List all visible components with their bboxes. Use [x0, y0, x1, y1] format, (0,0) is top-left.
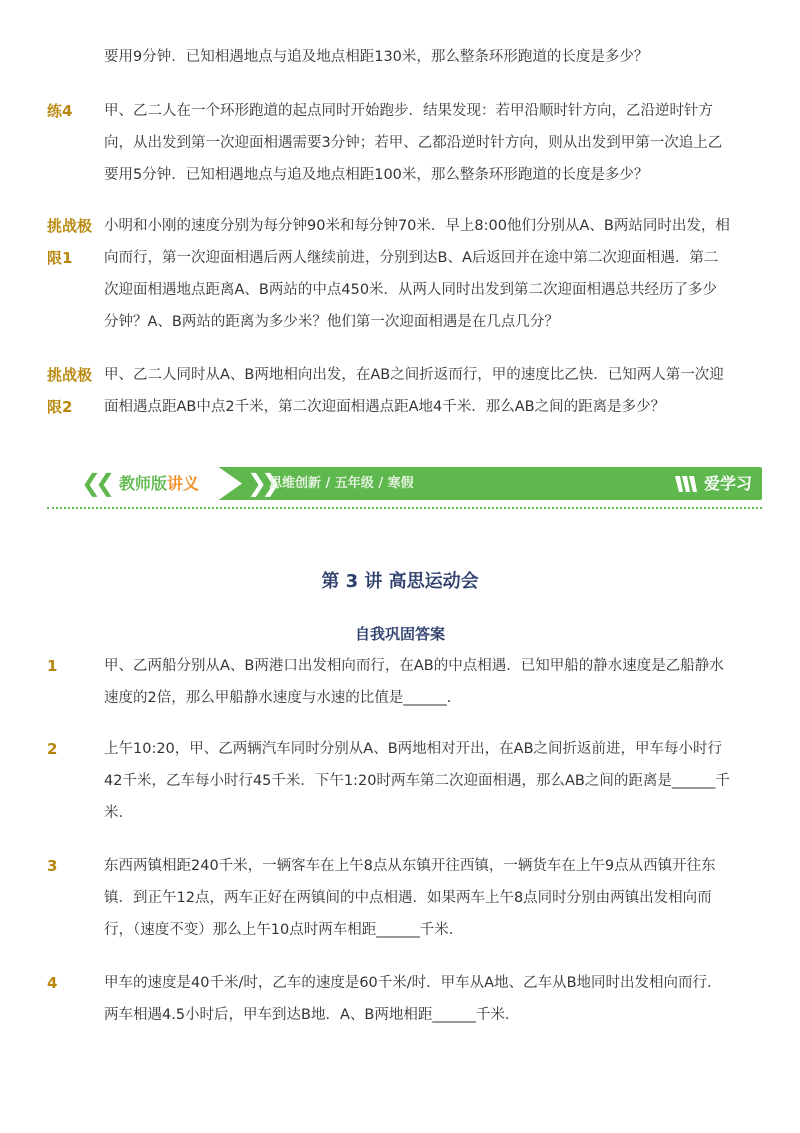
- problem-text-line: 次迎面相遇地点距离A、B两站的中点450米．从两人同时出发到第二次迎面相遇总共经历了多少: [104, 282, 718, 298]
- answer-text-line: 行，（速度不变）那么上午10点时两车相距______千米．: [104, 922, 464, 938]
- answer-number: 2: [47, 740, 58, 758]
- brand-mark-icon: [674, 473, 700, 495]
- challenge-label: 限1: [47, 249, 73, 267]
- challenge-label: 限2: [47, 398, 73, 416]
- problem-text-line: 要用5分钟．已知相遇地点与追及地点相距100米，那么整条环形跑道的长度是多少？: [104, 167, 649, 183]
- problem-text-line: 甲、乙二人在一个环形跑道的起点同时开始跑步．结果发现：若甲沿顺时针方向，乙沿逆时针方: [104, 103, 713, 119]
- answer-text-line: 甲车的速度是40千米/时，乙车的速度是60千米/时．甲车从A地、乙车从B地同时出发相向而行．: [104, 975, 722, 991]
- answer-number: 1: [47, 657, 58, 675]
- banner-title: [119, 473, 199, 494]
- problem-text-line: 分钟？A、B两站的距离为多少米？他们第一次迎面相遇是在几点几分？: [104, 314, 559, 330]
- answer-text-line: 东西两镇相距240千米，一辆客车在上午8点从东镇开往西镇，一辆货车在上午9点从西镇开往东: [104, 858, 716, 874]
- lecture-title: 第 3 讲 高思运动会: [321, 571, 479, 592]
- answer-text-line: 米．: [104, 805, 133, 821]
- answer-text-line: 上午10:20，甲、乙两辆汽车同时分别从A、B两地相对开出，在AB之间折返前进，甲车每小时行: [104, 741, 723, 757]
- answer-text-line: 42千米，乙车每小时行45千米．下午1:20时两车第二次迎面相遇，那么AB之间的距离是______千: [104, 773, 730, 789]
- banner-subtitle: 思维创新 / 五年级 / 寒假: [269, 476, 414, 491]
- brand-logo: [674, 471, 752, 496]
- challenge-label: 挑战极: [47, 366, 93, 384]
- problem-text-line: 向，从出发到第一次迎面相遇需要3分钟；若甲、乙都沿逆时针方向，则从出发到甲第一次追上乙: [104, 135, 723, 151]
- section-title: 自我巩固答案: [354, 625, 445, 643]
- problem-text-line: 要用9分钟．已知相遇地点与追及地点相距130米，那么整条环形跑道的长度是多少？: [104, 49, 649, 65]
- problem-text-line: 面相遇点距AB中点2千米，第二次迎面相遇点距A地4千米．那么AB之间的距离是多少？: [104, 399, 666, 415]
- answer-number: 3: [47, 857, 58, 875]
- banner-divider: [47, 507, 762, 509]
- practice-label: 练4: [47, 102, 73, 120]
- problem-text-line: 向而行，第一次迎面相遇后两人继续前进，分别到达B、A后返回并在途中第二次迎面相遇．第二: [104, 250, 719, 266]
- chevrons-right-icon: ❯❯: [247, 469, 276, 497]
- answer-text-line: 两车相遇4.5小时后，甲车到达B地．A、B两地相距______千米．: [104, 1007, 520, 1023]
- banner-title-accent: 讲义: [167, 474, 200, 493]
- answer-text-line: 镇．到正午12点，两车正好在两镇间的中点相遇．如果两车上午8点同时分别由两镇出发相向而: [104, 890, 712, 906]
- answer-text-line: 速度的2倍，那么甲船静水速度与水速的比值是______．: [104, 690, 462, 706]
- banner-title-main: 教师版: [119, 474, 168, 493]
- header-banner: [47, 467, 762, 500]
- problem-text-line: 小明和小刚的速度分别为每分钟90米和每分钟70米．早上8:00他们分别从A、B两站同时出发，相: [104, 218, 730, 234]
- brand-name: 爱学习: [703, 473, 752, 493]
- problem-text-line: 甲、乙二人同时从A、B两地相向出发，在AB之间折返而行，甲的速度比乙快．已知两人第一次迎: [104, 367, 724, 383]
- answer-number: 4: [47, 974, 58, 992]
- answer-text-line: 甲、乙两船分别从A、B两港口出发相向而行，在AB的中点相遇．已知甲船的静水速度是乙船静水: [104, 658, 724, 674]
- chevrons-left-icon: ❮❮: [81, 469, 110, 497]
- challenge-label: 挑战极: [47, 217, 93, 235]
